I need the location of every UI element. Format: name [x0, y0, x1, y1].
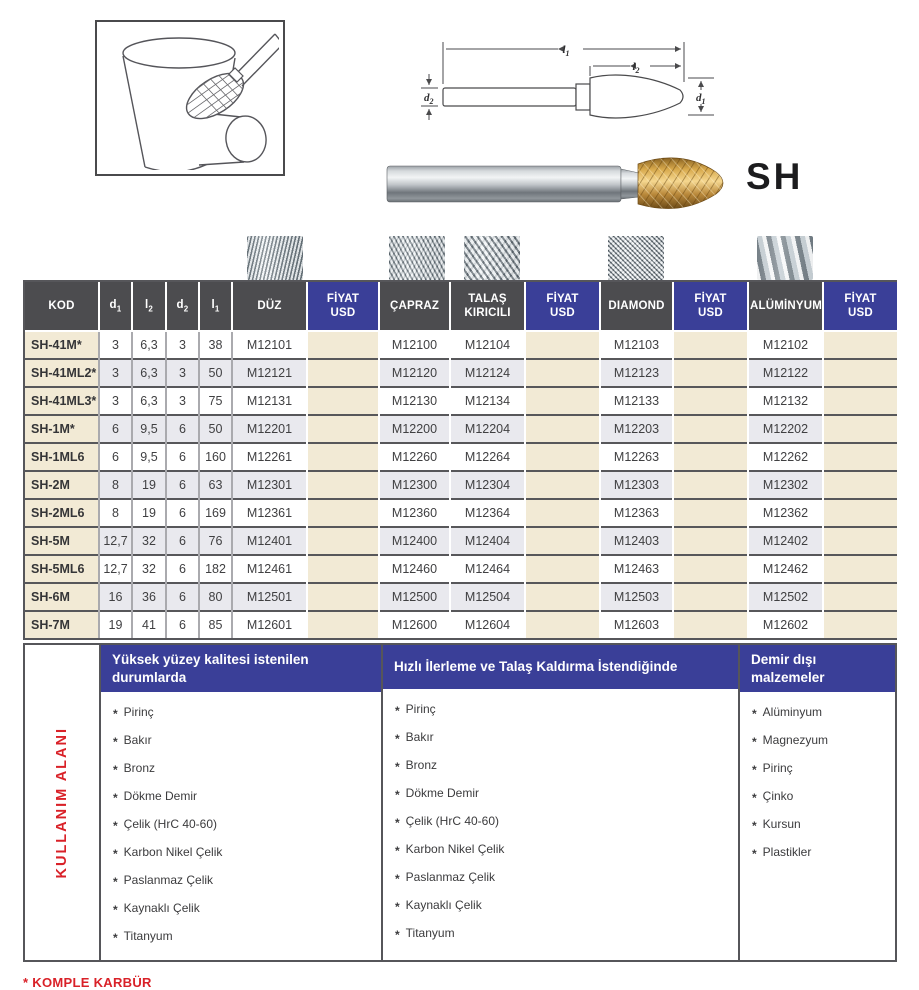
col-header-aluminyum: ALÜMİNYUM	[748, 282, 823, 331]
bullet-asterisk: *	[113, 735, 118, 750]
usage-item-label: Alüminyum	[762, 705, 823, 720]
table-row	[25, 499, 897, 527]
fiyat-usd-cell	[307, 415, 379, 443]
duz-code-cell: M12361	[232, 499, 307, 527]
col-header-kod: KOD	[25, 282, 99, 331]
talas-kiricili-code-cell: M12134	[450, 387, 525, 415]
l2-cell: 32	[132, 555, 166, 583]
usage-item-label: Bakır	[405, 730, 434, 744]
col-header-d2: $d_2$	[166, 282, 199, 331]
product-code-title: SH	[746, 156, 804, 197]
fiyat-usd-cell	[673, 583, 748, 611]
d1-cell: 6	[99, 443, 132, 471]
d2-cell: 6	[166, 583, 199, 611]
duz-burr-thumbnail	[247, 236, 303, 280]
diamond-code-cell: M12133	[600, 387, 673, 415]
usage-item-label: Pirinç	[762, 761, 793, 776]
fiyat-usd-cell	[525, 415, 600, 443]
d2-cell: 3	[166, 331, 199, 359]
col-header-fiyat-usd-1: FİYAT USD	[307, 282, 379, 331]
fiyat-usd-cell	[823, 443, 897, 471]
usage-side-cell	[25, 645, 101, 960]
bullet-asterisk: *	[113, 847, 118, 862]
usage-item-label: Çinko	[762, 789, 794, 804]
kod-cell: SH-1M*	[25, 415, 99, 443]
application-drawing	[95, 20, 285, 176]
usage-item-label: Kursun	[762, 817, 801, 832]
bullet-asterisk: *	[113, 819, 118, 834]
diamond-code-cell: M12123	[600, 359, 673, 387]
usage-item	[752, 698, 883, 726]
bullet-asterisk: *	[752, 735, 757, 750]
d2-cell: 6	[166, 471, 199, 499]
fiyat-usd-cell	[673, 555, 748, 583]
usage-item-label: Çelik (HrC 40-60)	[123, 817, 218, 832]
burr-thumbnail-row	[23, 235, 897, 280]
fiyat-usd-cell	[823, 527, 897, 555]
application-drawing-svg	[97, 22, 279, 170]
fiyat-usd-cell	[673, 471, 748, 499]
l2-cell: 6,3	[132, 359, 166, 387]
usage-column-non-ferrous	[740, 645, 895, 960]
usage-side-label: KULLANIM ALANI	[54, 726, 70, 879]
fiyat-usd-cell	[307, 555, 379, 583]
talas-kiricili-code-cell: M12304	[450, 471, 525, 499]
col-header-fiyat-usd-4: FİYAT USD	[823, 282, 897, 331]
l1-cell: 38	[199, 331, 232, 359]
usage-item-label: Magnezyum	[762, 733, 829, 748]
fiyat-usd-cell	[823, 583, 897, 611]
d2-cell: 6	[166, 415, 199, 443]
fiyat-usd-cell	[823, 387, 897, 415]
fiyat-usd-cell	[823, 359, 897, 387]
capraz-code-cell: M12600	[379, 611, 450, 638]
fiyat-usd-cell	[525, 471, 600, 499]
duz-code-cell: M12101	[232, 331, 307, 359]
fiyat-usd-cell	[307, 359, 379, 387]
bullet-asterisk: *	[395, 844, 400, 858]
catalog-block	[23, 235, 897, 962]
aluminyum-code-cell: M12502	[748, 583, 823, 611]
usage-item	[395, 919, 726, 947]
aluminyum-burr-thumbnail	[757, 236, 813, 280]
aluminyum-code-cell: M12102	[748, 331, 823, 359]
kod-cell: SH-41ML2*	[25, 359, 99, 387]
capraz-code-cell: M12260	[379, 443, 450, 471]
fiyat-usd-cell	[823, 471, 897, 499]
d1-cell: 12,7	[99, 527, 132, 555]
fiyat-usd-cell	[823, 499, 897, 527]
l2-cell: 41	[132, 611, 166, 638]
diamond-code-cell: M12463	[600, 555, 673, 583]
l2-cell: 19	[132, 471, 166, 499]
clamp-cylinder	[195, 112, 269, 165]
usage-item	[395, 807, 726, 835]
capraz-code-cell: M12500	[379, 583, 450, 611]
table-row	[25, 331, 897, 359]
l2-cell: 32	[132, 527, 166, 555]
col-header-capraz: ÇAPRAZ	[379, 282, 450, 331]
usage-item-label: Karbon Nikel Çelik	[123, 845, 223, 860]
fiyat-usd-cell	[525, 331, 600, 359]
d1-cell: 12,7	[99, 555, 132, 583]
usage-item	[752, 782, 883, 810]
l2-cell: 6,3	[132, 387, 166, 415]
fiyat-usd-cell	[673, 415, 748, 443]
usage-column-title: Demir dışı malzemeler	[740, 645, 895, 692]
kod-cell: SH-6M	[25, 583, 99, 611]
bullet-asterisk: *	[395, 928, 400, 942]
usage-item-label: Paslanmaz Çelik	[405, 870, 496, 884]
bullet-asterisk: *	[113, 931, 118, 946]
col-header-talas-kiricili: TALAŞ KIRICILI	[450, 282, 525, 331]
talas-kiricili-code-cell: M12464	[450, 555, 525, 583]
fiyat-usd-cell	[673, 611, 748, 638]
capraz-code-cell: M12360	[379, 499, 450, 527]
kod-cell: SH-1ML6	[25, 443, 99, 471]
d1-cell: 6	[99, 415, 132, 443]
duz-code-cell: M12131	[232, 387, 307, 415]
table-row	[25, 471, 897, 499]
d1-cell: 16	[99, 583, 132, 611]
fiyat-usd-cell	[673, 527, 748, 555]
l2-cell: 6,3	[132, 331, 166, 359]
bullet-asterisk: *	[113, 763, 118, 778]
l1-label: $l_1$	[562, 44, 570, 58]
fiyat-usd-cell	[525, 387, 600, 415]
capraz-code-cell: M12120	[379, 359, 450, 387]
table-row	[25, 583, 897, 611]
l2-cell: 19	[132, 499, 166, 527]
fiyat-usd-cell	[307, 527, 379, 555]
duz-code-cell: M12261	[232, 443, 307, 471]
l1-cell: 85	[199, 611, 232, 638]
usage-column-title: Yüksek yüzey kalitesi istenilen durumlarda	[101, 645, 381, 692]
l1-cell: 182	[199, 555, 232, 583]
talas-kiricili-code-cell: M12604	[450, 611, 525, 638]
fiyat-usd-cell	[823, 555, 897, 583]
aluminyum-code-cell: M12362	[748, 499, 823, 527]
usage-item-label: Pirinç	[405, 702, 436, 716]
fiyat-usd-cell	[525, 499, 600, 527]
d1-cell: 8	[99, 499, 132, 527]
col-header-fiyat-usd-3: FİYAT USD	[673, 282, 748, 331]
bullet-asterisk: *	[752, 847, 757, 862]
usage-item-label: Çelik (HrC 40-60)	[405, 814, 500, 828]
fiyat-usd-cell	[673, 443, 748, 471]
aluminyum-code-cell: M12602	[748, 611, 823, 638]
l2-cell: 9,5	[132, 443, 166, 471]
bullet-asterisk: *	[752, 819, 757, 834]
l1-cell: 50	[199, 359, 232, 387]
bullet-asterisk: *	[752, 707, 757, 722]
aluminyum-code-cell: M12202	[748, 415, 823, 443]
usage-item	[752, 838, 883, 866]
burr-shank	[387, 166, 639, 202]
bullet-asterisk: *	[113, 875, 118, 890]
usage-item	[752, 754, 883, 782]
capraz-code-cell: M12130	[379, 387, 450, 415]
l1-cell: 169	[199, 499, 232, 527]
fiyat-usd-cell	[823, 611, 897, 638]
l1-cell: 50	[199, 415, 232, 443]
aluminyum-code-cell: M12122	[748, 359, 823, 387]
dimension-diagram	[418, 22, 718, 156]
fiyat-usd-cell	[525, 583, 600, 611]
fiyat-usd-cell	[307, 443, 379, 471]
usage-area-block	[23, 643, 897, 962]
col-header-l2: $l_2$	[132, 282, 166, 331]
capraz-code-cell: M12460	[379, 555, 450, 583]
aluminyum-code-cell: M12402	[748, 527, 823, 555]
talas-kiricili-code-cell: M12104	[450, 331, 525, 359]
d2-label: $d_2$	[424, 92, 434, 106]
header-row	[25, 282, 897, 331]
bullet-asterisk: *	[395, 704, 400, 718]
duz-code-cell: M12121	[232, 359, 307, 387]
usage-item-label: Plastikler	[762, 845, 812, 860]
fiyat-usd-cell	[525, 443, 600, 471]
usage-item	[752, 810, 883, 838]
table-row	[25, 387, 897, 415]
bullet-asterisk: *	[113, 707, 118, 722]
usage-item-label: Dökme Demir	[405, 786, 480, 800]
l1-cell: 75	[199, 387, 232, 415]
usage-item	[113, 782, 369, 810]
d2-cell: 6	[166, 611, 199, 638]
fiyat-usd-cell	[823, 415, 897, 443]
l1-cell: 160	[199, 443, 232, 471]
usage-item-label: Kaynaklı Çelik	[405, 898, 482, 912]
fiyat-usd-cell	[307, 611, 379, 638]
bullet-asterisk: *	[395, 732, 400, 746]
usage-item	[395, 779, 726, 807]
usage-item-label: Bakır	[123, 733, 152, 748]
bullet-asterisk: *	[395, 900, 400, 914]
bullet-asterisk: *	[395, 760, 400, 774]
bullet-asterisk: *	[113, 903, 118, 918]
duz-code-cell: M12401	[232, 527, 307, 555]
bullet-asterisk: *	[395, 816, 400, 830]
diamond-code-cell: M12303	[600, 471, 673, 499]
d1-cell: 8	[99, 471, 132, 499]
d2-cell: 3	[166, 387, 199, 415]
diamond-code-cell: M12103	[600, 331, 673, 359]
usage-item-label: Karbon Nikel Çelik	[405, 842, 505, 856]
usage-item-label: Kaynaklı Çelik	[123, 901, 200, 916]
bullet-asterisk: *	[113, 791, 118, 806]
fiyat-usd-cell	[307, 387, 379, 415]
usage-item-label: Bronz	[123, 761, 156, 776]
d1-cell: 19	[99, 611, 132, 638]
fiyat-usd-cell	[673, 331, 748, 359]
usage-item	[113, 922, 369, 950]
fiyat-usd-cell	[307, 471, 379, 499]
fiyat-usd-cell	[525, 555, 600, 583]
fiyat-usd-cell	[673, 359, 748, 387]
kod-cell: SH-7M	[25, 611, 99, 638]
kod-cell: SH-2M	[25, 471, 99, 499]
aluminyum-code-cell: M12262	[748, 443, 823, 471]
spec-table	[25, 282, 897, 638]
usage-item	[113, 866, 369, 894]
duz-code-cell: M12461	[232, 555, 307, 583]
d2-cell: 6	[166, 555, 199, 583]
l1-cell: 63	[199, 471, 232, 499]
sh-burr-photo	[386, 153, 731, 211]
usage-item-label: Titanyum	[405, 926, 455, 940]
diamond-code-cell: M12603	[600, 611, 673, 638]
d2-cell: 6	[166, 527, 199, 555]
l1-cell: 76	[199, 527, 232, 555]
aluminyum-code-cell: M12462	[748, 555, 823, 583]
talas-kiricili-code-cell: M12204	[450, 415, 525, 443]
duz-code-cell: M12601	[232, 611, 307, 638]
kod-cell: SH-5ML6	[25, 555, 99, 583]
bullet-asterisk: *	[395, 872, 400, 886]
usage-item	[113, 754, 369, 782]
usage-column-surface-quality	[101, 645, 383, 960]
capraz-code-cell: M12200	[379, 415, 450, 443]
fiyat-usd-cell	[525, 611, 600, 638]
d1-cell: 3	[99, 331, 132, 359]
fiyat-usd-cell	[307, 499, 379, 527]
usage-item	[395, 723, 726, 751]
kod-cell: SH-2ML6	[25, 499, 99, 527]
d1-label: $d_1$	[696, 92, 706, 106]
usage-item	[395, 751, 726, 779]
usage-item	[395, 863, 726, 891]
l2-cell: 9,5	[132, 415, 166, 443]
burr-outline	[443, 75, 683, 118]
capraz-burr-thumbnail	[389, 236, 445, 280]
talas-kiricili-code-cell: M12124	[450, 359, 525, 387]
talas-kiricili-code-cell: M12364	[450, 499, 525, 527]
usage-item	[113, 838, 369, 866]
aluminyum-code-cell: M12302	[748, 471, 823, 499]
col-header-l1: $l_1$	[199, 282, 232, 331]
col-header-d1: $d_1$	[99, 282, 132, 331]
usage-item-label: Paslanmaz Çelik	[123, 873, 214, 888]
bullet-asterisk: *	[395, 788, 400, 802]
diamond-code-cell: M12403	[600, 527, 673, 555]
usage-item-label: Bronz	[405, 758, 438, 772]
kod-cell: SH-41ML3*	[25, 387, 99, 415]
fiyat-usd-cell	[823, 331, 897, 359]
diamond-code-cell: M12503	[600, 583, 673, 611]
table-row	[25, 359, 897, 387]
l1-cell: 80	[199, 583, 232, 611]
talas-kiricili-burr-thumbnail	[464, 236, 520, 280]
talas-kiricili-code-cell: M12404	[450, 527, 525, 555]
d2-cell: 6	[166, 443, 199, 471]
table-row	[25, 415, 897, 443]
usage-item	[395, 695, 726, 723]
complete-carbide-footnote: * KOMPLE KARBÜR	[23, 975, 152, 990]
usage-item	[113, 810, 369, 838]
fiyat-usd-cell	[673, 387, 748, 415]
usage-item	[113, 894, 369, 922]
capraz-code-cell: M12100	[379, 331, 450, 359]
top-illustration-section	[0, 0, 919, 235]
usage-item	[395, 835, 726, 863]
fiyat-usd-cell	[307, 331, 379, 359]
diamond-code-cell: M12363	[600, 499, 673, 527]
usage-item-label: Dökme Demir	[123, 789, 198, 804]
col-header-diamond: DIAMOND	[600, 282, 673, 331]
table-row	[25, 611, 897, 638]
usage-list	[101, 692, 381, 960]
fiyat-usd-cell	[673, 499, 748, 527]
fiyat-usd-cell	[307, 583, 379, 611]
d2-cell: 6	[166, 499, 199, 527]
col-header-duz: DÜZ	[232, 282, 307, 331]
duz-code-cell: M12501	[232, 583, 307, 611]
col-header-fiyat-usd-2: FİYAT USD	[525, 282, 600, 331]
usage-list	[740, 692, 895, 876]
l2-label: $l_2$	[632, 61, 640, 75]
usage-item	[113, 698, 369, 726]
diamond-burr-thumbnail	[608, 236, 664, 280]
spec-table-head	[25, 282, 897, 331]
diamond-code-cell: M12263	[600, 443, 673, 471]
usage-item	[752, 726, 883, 754]
capraz-code-cell: M12300	[379, 471, 450, 499]
duz-code-cell: M12201	[232, 415, 307, 443]
d1-cell: 3	[99, 387, 132, 415]
duz-code-cell: M12301	[232, 471, 307, 499]
bullet-asterisk: *	[752, 791, 757, 806]
talas-kiricili-code-cell: M12264	[450, 443, 525, 471]
usage-column-title: Hızlı İlerleme ve Talaş Kaldırma İstendiğinde	[383, 645, 738, 689]
table-row	[25, 555, 897, 583]
usage-item	[113, 726, 369, 754]
aluminyum-code-cell: M12132	[748, 387, 823, 415]
diamond-code-cell: M12203	[600, 415, 673, 443]
table-row	[25, 527, 897, 555]
bullet-asterisk: *	[752, 763, 757, 778]
usage-item-label: Pirinç	[123, 705, 154, 720]
spec-table-body	[25, 331, 897, 638]
kod-cell: SH-41M*	[25, 331, 99, 359]
l2-cell: 36	[132, 583, 166, 611]
fiyat-usd-cell	[525, 359, 600, 387]
talas-kiricili-code-cell: M12504	[450, 583, 525, 611]
usage-item-label: Titanyum	[123, 929, 173, 944]
burr-head	[638, 158, 723, 209]
d2-cell: 3	[166, 359, 199, 387]
capraz-code-cell: M12400	[379, 527, 450, 555]
usage-item	[395, 891, 726, 919]
kod-cell: SH-5M	[25, 527, 99, 555]
spec-table-frame	[23, 280, 897, 640]
table-row	[25, 443, 897, 471]
usage-list	[383, 689, 738, 957]
usage-column-fast-removal	[383, 645, 740, 960]
fiyat-usd-cell	[525, 527, 600, 555]
d1-cell: 3	[99, 359, 132, 387]
